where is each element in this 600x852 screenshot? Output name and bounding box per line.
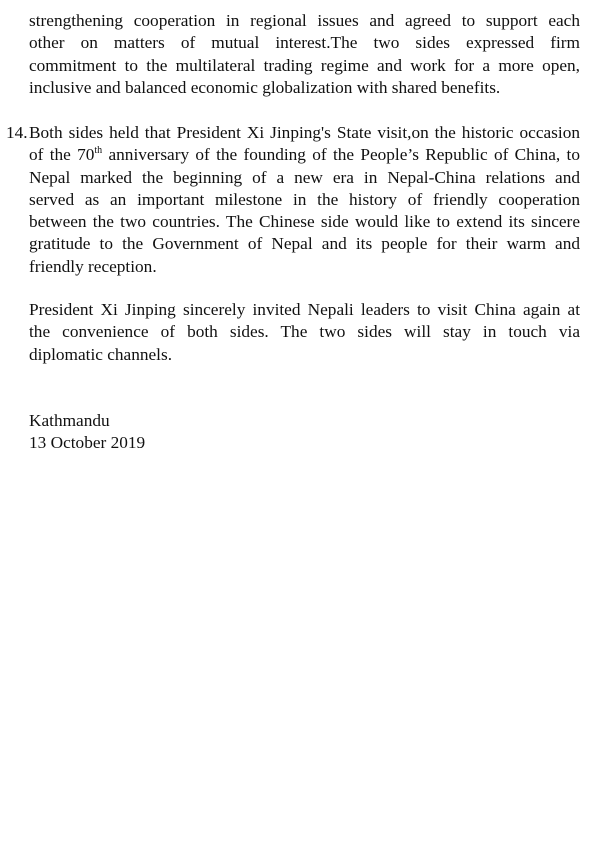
paragraph-continued — [29, 10, 580, 99]
paragraph-number: 14. — [6, 123, 28, 142]
text-line: gratitude to the Government of Nepal and its people for their warm and — [29, 234, 580, 254]
text-line: Both sides held that President Xi Jinping's State visit,on the historic occasion — [29, 123, 580, 142]
text-line: friendly reception. — [29, 256, 157, 276]
text-fragment: of the 70 — [29, 145, 95, 165]
text-line: commitment to the multilateral trading regime and work for a more open, — [29, 55, 580, 75]
signature-place: Kathmandu — [29, 411, 110, 430]
text-line: served as an important milestone in the history of friendly cooperation — [29, 189, 580, 209]
text-line: diplomatic channels. — [29, 344, 173, 364]
text-line: inclusive and balanced economic globalization with shared benefits. — [29, 77, 501, 97]
paragraph-invitation — [29, 299, 580, 366]
signature-date: 13 October 2019 — [29, 433, 146, 453]
ordinal-superscript: th — [94, 144, 103, 156]
paragraph-14 — [0, 122, 580, 278]
text-fragment: anniversary of the founding of the People’s Republic of China, to — [102, 145, 580, 165]
text-line: Nepal marked the beginning of a new era in Nepal-China relations and — [29, 167, 580, 187]
text-line: between the two countries. The Chinese side would like to extend its sincere — [29, 212, 580, 232]
text-line: strengthening cooperation in regional issues and agreed to support each — [29, 11, 580, 30]
text-line: President Xi Jinping sincerely invited Nepali leaders to visit China again at — [29, 300, 580, 319]
signature-block — [29, 410, 580, 455]
text-line: other on matters of mutual interest.The two sides expressed firm — [29, 33, 580, 53]
text-line-with-superscript — [29, 144, 580, 166]
text-line: the convenience of both sides. The two sides will stay in touch via — [29, 322, 580, 342]
